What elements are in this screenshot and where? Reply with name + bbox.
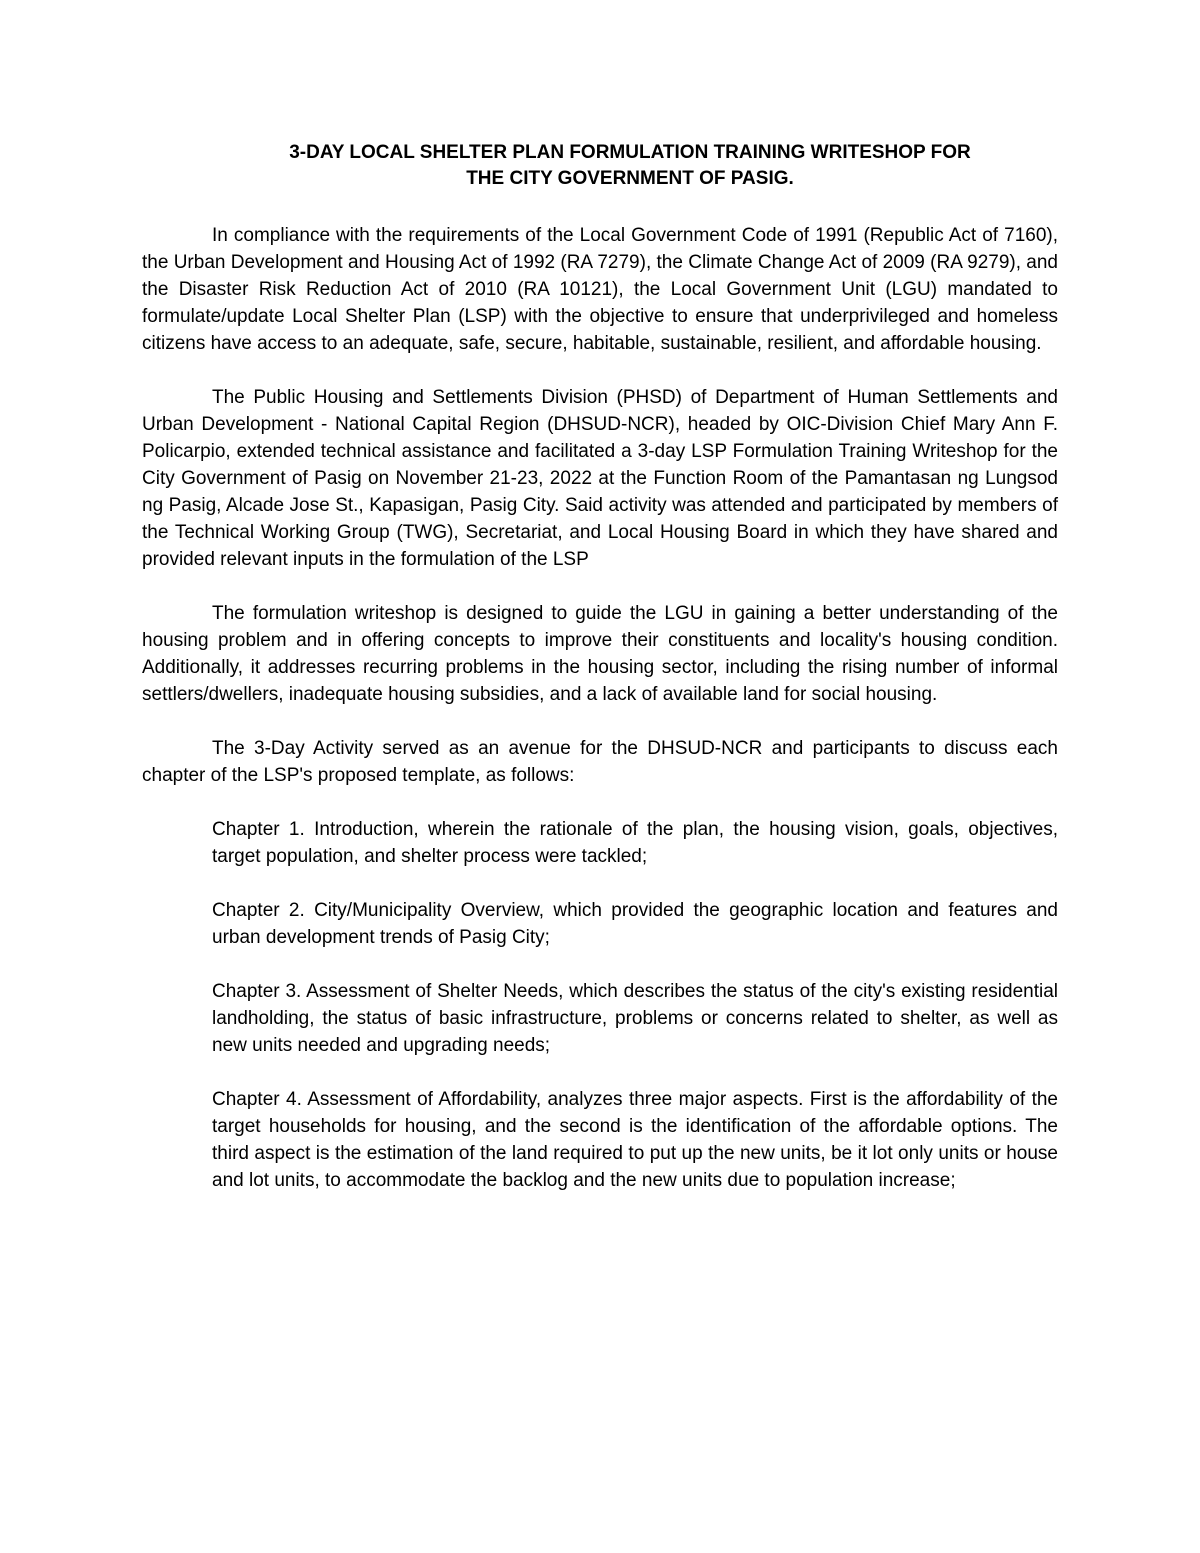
document-page	[142, 140, 1058, 1221]
chapter-item-2: Chapter 2. City/Municipality Overview, which provided the geographic location and features and urban development trends of Pasig City;	[212, 900, 1058, 948]
document-title	[142, 140, 1058, 192]
paragraph-writeshop-purpose: The formulation writeshop is designed to guide the LGU in gaining a better understanding of the housing problem and in offering concepts to improve their constituents and locality's housing condition. Additionally, it addresses recurring problems in the housing sector, including the rising number of informal settlers/dwellers, inadequate housing subsidies, and a lack of available land for social housing.	[142, 603, 1058, 705]
title-line-2: THE CITY GOVERNMENT OF PASIG.	[466, 168, 794, 189]
paragraph-activity-details: The Public Housing and Settlements Division (PHSD) of Department of Human Settlements and Urban Development - National Capital Region (DHSUD-NCR), headed by OIC-Division Chief Mary Ann F. Policarpio, extended technical assistance and facilitated a 3-day LSP Formulation Training Writeshop for the City Government of Pasig on November 21-23, 2022 at the Function Room of the Pamantasan ng Lungsod ng Pasig, Alcade Jose St., Kapasigan, Pasig City. Said activity was attended and participated by members of the Technical Working Group (TWG), Secretariat, and Local Housing Board in which they have shared and provided relevant inputs in the formulation of the LSP	[142, 387, 1058, 570]
title-line-1: 3-DAY LOCAL SHELTER PLAN FORMULATION TRAINING WRITESHOP FOR	[289, 142, 971, 163]
paragraph-legal-basis: In compliance with the requirements of the Local Government Code of 1991 (Republic Act of 7160), the Urban Development and Housing Act of 1992 (RA 7279), the Climate Change Act of 2009 (RA 9279), and the Disaster Risk Reduction Act of 2010 (RA 10121), the Local Government Unit (LGU) mandated to formulate/update Local Shelter Plan (LSP) with the objective to ensure that underprivileged and homeless citizens have access to an adequate, safe, secure, habitable, sustainable, resilient, and affordable housing.	[142, 225, 1058, 354]
chapter-item-1: Chapter 1. Introduction, wherein the rationale of the plan, the housing vision, goals, objectives, target population, and shelter process were tackled;	[212, 819, 1058, 867]
chapter-item-3: Chapter 3. Assessment of Shelter Needs, which describes the status of the city's existing residential landholding, the status of basic infrastructure, problems or concerns related to shelter, as well as new units needed and upgrading needs;	[212, 981, 1058, 1056]
chapter-item-4: Chapter 4. Assessment of Affordability, analyzes three major aspects. First is the affordability of the target households for housing, and the second is the identification of the affordable options. The third aspect is the estimation of the land required to put up the new units, be it lot only units or house and lot units, to accommodate the backlog and the new units due to population increase;	[212, 1089, 1058, 1191]
paragraph-chapter-intro: The 3-Day Activity served as an avenue for the DHSUD-NCR and participants to discuss each chapter of the LSP's proposed template, as follows:	[142, 738, 1058, 786]
